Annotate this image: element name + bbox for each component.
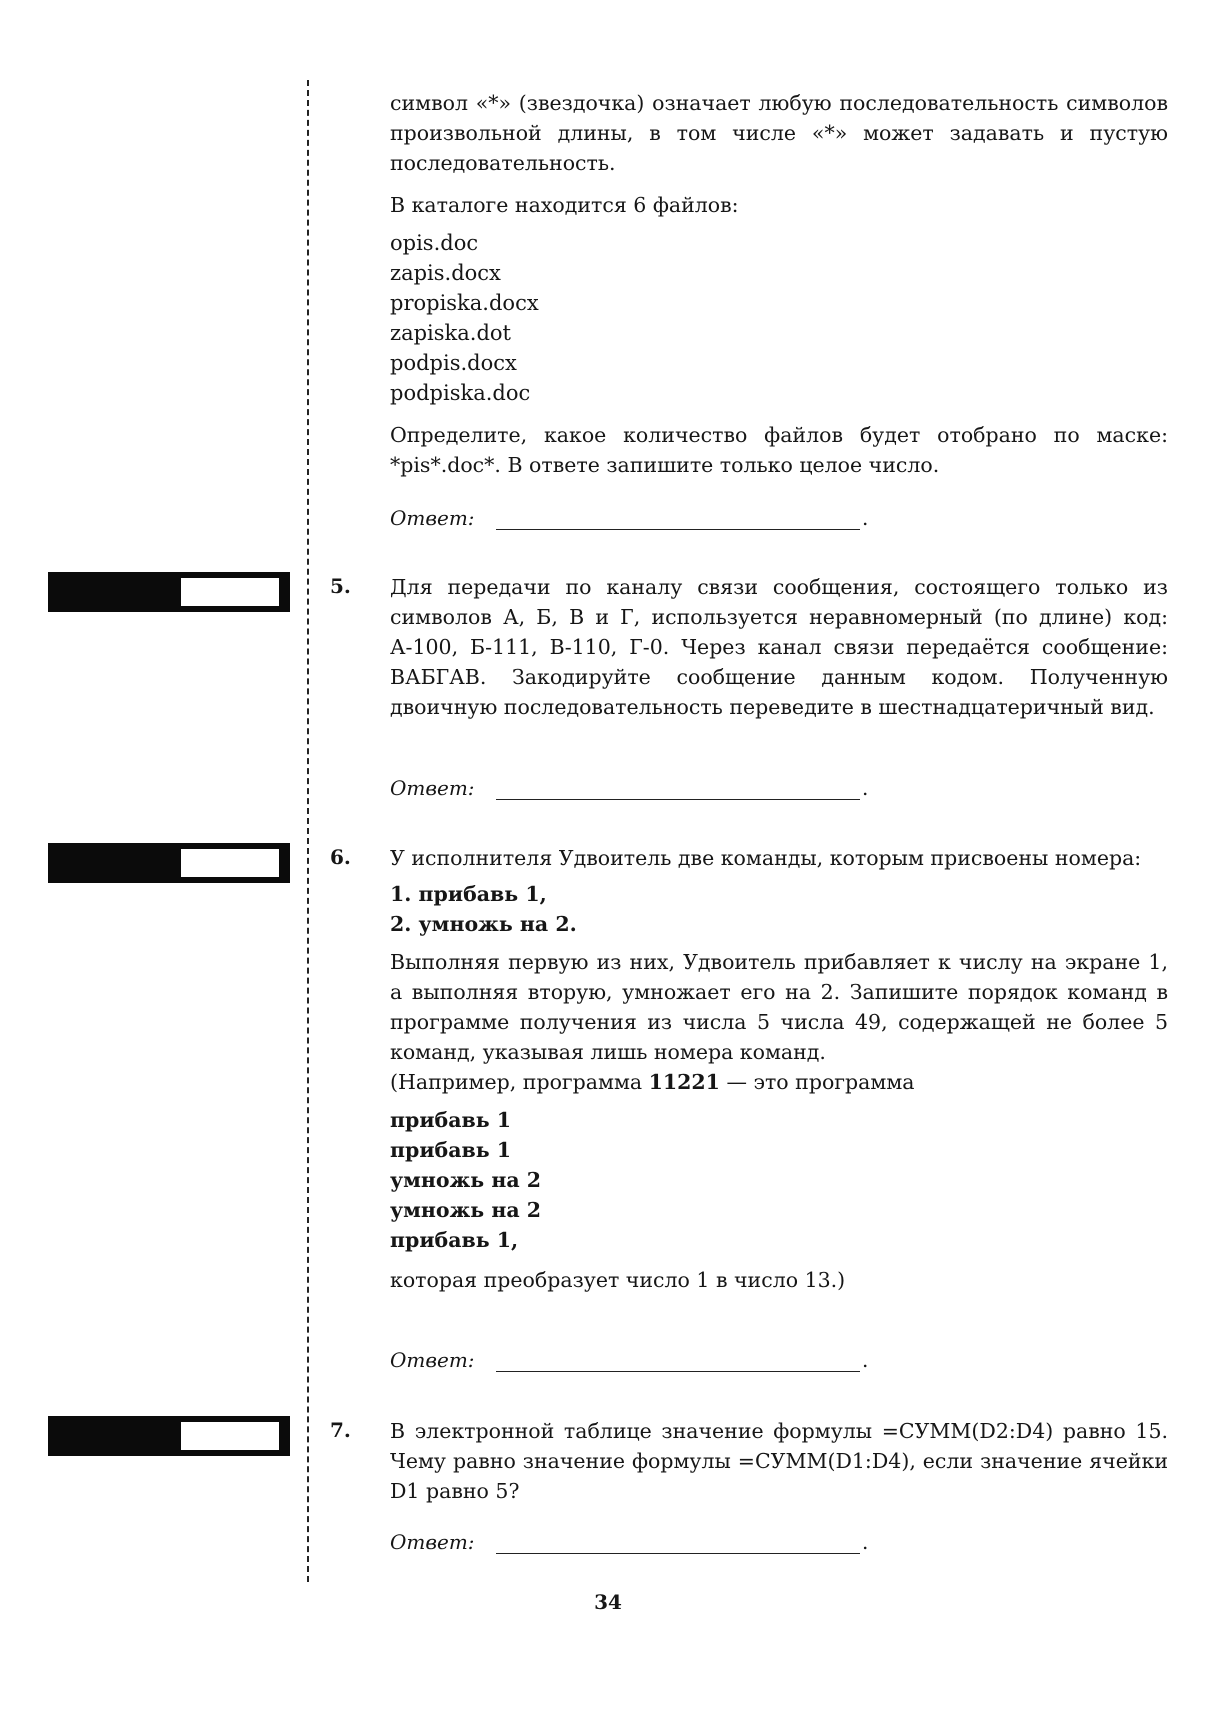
answer-box-window[interactable] xyxy=(181,578,279,606)
task5-body: Для передачи по каналу связи сообщения, состоящего только из символов А, Б, В и Г, используется неравномерный (по длине) код: А-100, Б-111, В-110, Г-0. Через канал связи передаётся сообщение: ВАБГАВ. Закодируйте сообщение данным кодом. Полученную двоичную последовательность переведите в шестнадцатеричный вид. xyxy=(390,575,1168,719)
program-step: умножь на 2 xyxy=(390,1198,542,1222)
file-item: propiska.docx xyxy=(390,291,539,315)
answer-row-5: Ответ: . xyxy=(390,776,869,800)
answer-field[interactable] xyxy=(496,1351,860,1372)
answer-field[interactable] xyxy=(496,509,860,530)
answer-label: Ответ: xyxy=(390,776,475,800)
program-step: умножь на 2 xyxy=(390,1168,542,1192)
task6-number: 6. xyxy=(330,845,351,869)
task6-body: Выполняя первую из них, Удвоитель прибавляет к числу на экране 1, а выполняя вторую, умножает его на 2. Запишите порядок команд в программе получения из числа 5 числа 49, содержащей не более 5 команд, указывая лишь номера команд. xyxy=(390,950,1168,1064)
page-number: 34 xyxy=(594,1590,622,1614)
answer-label: Ответ: xyxy=(390,506,475,530)
answer-label: Ответ: xyxy=(390,1348,475,1372)
command-item: 1. прибавь 1, xyxy=(390,882,547,906)
command-item: 2. умножь на 2. xyxy=(390,912,577,936)
answer-box-5 xyxy=(48,572,290,612)
file-item: zapis.docx xyxy=(390,261,501,285)
answer-field[interactable] xyxy=(496,1533,860,1554)
cut-line xyxy=(307,80,309,1582)
task6-text xyxy=(390,843,1168,1295)
task7-body: В электронной таблице значение формулы =СУММ(D2:D4) равно 15. Чему равно значение формулы =СУММ(D1:D4), если значение ячейки D1 равно 5? xyxy=(390,1419,1168,1503)
task5-number: 5. xyxy=(330,574,351,598)
example-code: 11221 xyxy=(648,1070,720,1094)
task5-text xyxy=(390,572,1168,722)
task6-intro: У исполнителя Удвоитель две команды, которым присвоены номера: xyxy=(390,846,1142,870)
answer-box-window[interactable] xyxy=(181,1422,279,1450)
program-step: прибавь 1, xyxy=(390,1228,519,1252)
task4-continuation xyxy=(390,88,1168,480)
task6-closing: которая преобразует число 1 в число 13.) xyxy=(390,1268,846,1292)
answer-box-window[interactable] xyxy=(181,849,279,877)
mask-explanation: символ «*» (звездочка) означает любую последовательность символов произвольной длины, в том числе «*» может задавать и пустую последовательность. xyxy=(390,91,1168,175)
file-item: zapiska.dot xyxy=(390,321,511,345)
file-item: podpiska.doc xyxy=(390,381,531,405)
answer-row-6: Ответ: . xyxy=(390,1348,869,1372)
answer-box-6 xyxy=(48,843,290,883)
task7-text xyxy=(390,1416,1168,1506)
program-list xyxy=(390,1105,1168,1255)
file-item: podpis.docx xyxy=(390,351,517,375)
answer-label: Ответ: xyxy=(390,1530,475,1554)
program-step: прибавь 1 xyxy=(390,1108,512,1132)
task7-number: 7. xyxy=(330,1418,351,1442)
task6-example: (Например, программа 11221 — это программа xyxy=(390,1070,915,1094)
program-step: прибавь 1 xyxy=(390,1138,512,1162)
answer-row-4: Ответ: . xyxy=(390,506,869,530)
answer-field[interactable] xyxy=(496,779,860,800)
file-item: opis.doc xyxy=(390,231,479,255)
answer-box-7 xyxy=(48,1416,290,1456)
task4-question: Определите, какое количество файлов будет отобрано по маске: *pis*.doc*. В ответе запишите только целое число. xyxy=(390,423,1168,477)
file-list xyxy=(390,228,1168,408)
command-list xyxy=(390,879,1168,939)
catalog-text: В каталоге находится 6 файлов: xyxy=(390,193,739,217)
answer-row-7: Ответ: . xyxy=(390,1530,869,1554)
